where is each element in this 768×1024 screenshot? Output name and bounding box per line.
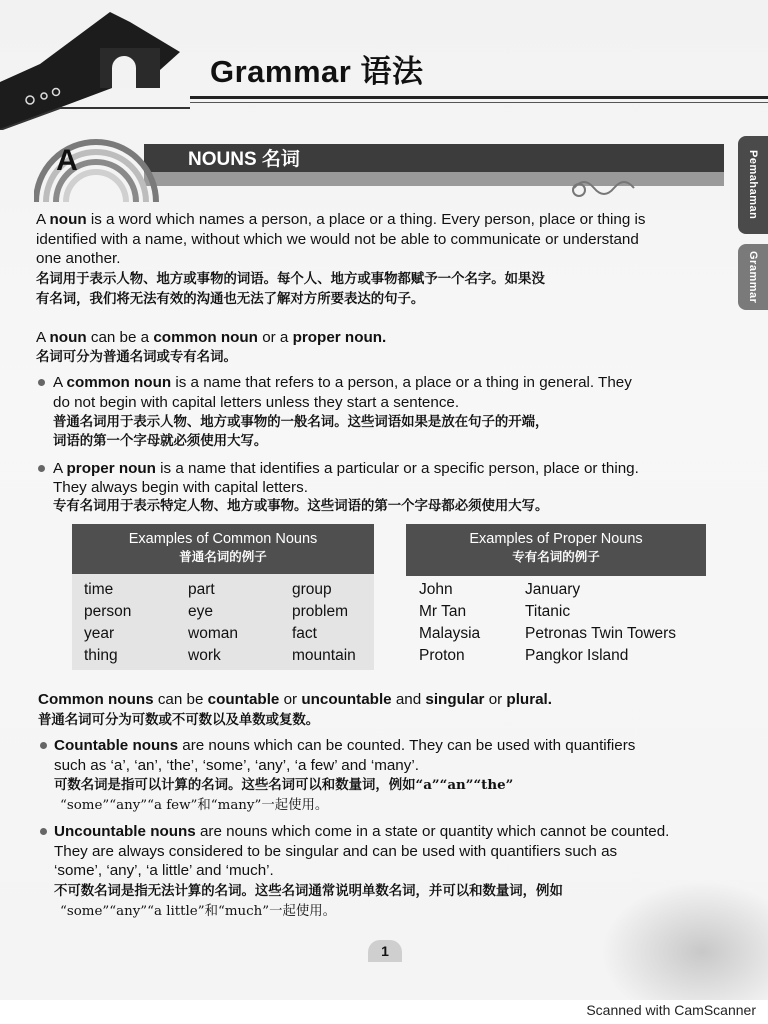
section-letter: A: [56, 144, 78, 177]
common-examples-title: Examples of Common Nouns: [128, 531, 318, 547]
list-item: person: [84, 603, 132, 620]
intro-line-3: one another.: [36, 250, 121, 267]
common-examples-subtitle: 普通名词的例子: [179, 550, 267, 564]
uncountable-cn-2: “some”“any”“a little”和“much”一起使用。: [60, 904, 337, 919]
side-tab-grammar[interactable]: [738, 244, 768, 310]
common-cn-2: 词语的第一个字母就必须使用大写。: [53, 433, 268, 449]
countable-intro-cn: 普通名词可分为可数或不可数以及单数或复数。: [38, 712, 320, 727]
countable-line-2: such as ‘a’, ‘an’, ‘the’, ‘some’, ‘any’, ‘a few’ and ‘many’.: [54, 757, 419, 774]
proper-line-1: A proper noun is a name that identifies a particular or a specific person, place or thing.: [53, 460, 639, 477]
list-item: January: [525, 581, 581, 598]
uncountable-cn-1: 不可数名词是指无法计算的名词。这些名词通常说明单数名词，并可以和数量词，例如: [54, 883, 563, 899]
bullet: [38, 465, 45, 472]
list-item: Pangkor Island: [525, 647, 629, 664]
bullet: [38, 379, 45, 386]
list-item: part: [188, 581, 215, 598]
list-item: thing: [84, 647, 118, 664]
proper-cn-1: 专有名词用于表示特定人物、地方或事物。这些词语的第一个字母都必须使用大写。: [53, 498, 549, 514]
list-item: fact: [292, 625, 317, 642]
list-item: Titanic: [525, 603, 571, 620]
uncountable-line-3: ‘some’, ‘any’, ‘a little’ and ‘much’.: [54, 862, 274, 879]
types-line: A noun can be a common noun or a proper noun.: [36, 329, 387, 346]
intro-cn-2: 有名词，我们将无法有效的沟通也无法了解对方所要表达的句子。: [36, 291, 425, 307]
list-item: Proton: [419, 647, 465, 664]
uncountable-line-2: They are always considered to be singular and can be used with quantifiers such as: [54, 843, 618, 860]
section-banner: [34, 130, 734, 210]
page-title: Grammar 语法: [210, 54, 424, 89]
list-item: time: [84, 581, 114, 598]
list-item: Mr Tan: [419, 603, 467, 620]
list-item: woman: [188, 625, 238, 642]
list-item: year: [84, 625, 115, 642]
page-number: 1: [368, 940, 402, 962]
bullet: [40, 742, 47, 749]
list-item: John: [419, 581, 453, 598]
uncountable-line-1: Uncountable nouns are nouns which come in a state or quantity which cannot be counted.: [54, 823, 670, 840]
list-item: mountain: [292, 647, 356, 664]
intro-line-2: identified with a name, without which we would not be able to communicate or understand: [36, 231, 639, 248]
scanner-watermark: Scanned with CamScanner: [586, 1002, 756, 1018]
list-item: problem: [292, 603, 348, 620]
header-rule-thin: [190, 102, 768, 103]
proper-examples-header: [406, 524, 706, 576]
bullet: [40, 828, 47, 835]
proper-line-2: They always begin with capital letters.: [53, 479, 308, 496]
house-illustration: [0, 12, 200, 130]
countable-line-1: Countable nouns are nouns which can be counted. They can be used with quantifiers: [54, 737, 636, 754]
common-cn-1: 普通名词用于表示人物、地方或事物的一般名词。这些词语如果是放在句子的开端，: [53, 414, 549, 430]
list-item: group: [292, 581, 332, 598]
countable-intro-line: Common nouns can be countable or uncountable and singular or plural.: [38, 691, 552, 708]
list-item: Malaysia: [419, 625, 481, 642]
list-item: eye: [188, 603, 213, 620]
common-line-2: do not begin with capital letters unless they start a sentence.: [53, 394, 460, 411]
side-tab-label: Grammar: [747, 250, 759, 304]
common-examples-header: [72, 524, 374, 576]
proper-examples-title: Examples of Proper Nouns: [469, 531, 643, 547]
page-shadow: [600, 880, 768, 1000]
intro-line-1: A noun is a word which names a person, a place or a thing. Every person, place or thing is: [36, 211, 646, 228]
countable-cn-1: 可数名词是指可以计算的名词。这些名词可以和数量词，例如“a”“an”“the”: [54, 777, 514, 793]
countable-cn-2: “some”“any”“a few”和“many”一起使用。: [60, 798, 329, 813]
side-tab-label: Pemahaman: [747, 150, 759, 220]
common-line-1: A common noun is a name that refers to a person, a place or a thing in general. They: [53, 374, 632, 391]
section-title: NOUNS 名词: [188, 149, 300, 170]
side-tab-pemahaman[interactable]: [738, 136, 768, 234]
list-item: work: [188, 647, 221, 664]
list-item: Petronas Twin Towers: [525, 625, 677, 642]
proper-examples-subtitle: 专有名词的例子: [512, 550, 600, 564]
intro-cn-1: 名词用于表示人物、地方或事物的词语。每个人、地方或事物都赋予一个名字。如果没: [36, 271, 545, 287]
header-rule: [190, 96, 768, 99]
scanner-footer: [0, 1000, 768, 1024]
types-cn: 名词可分为普通名词或专有名词。: [36, 349, 237, 364]
